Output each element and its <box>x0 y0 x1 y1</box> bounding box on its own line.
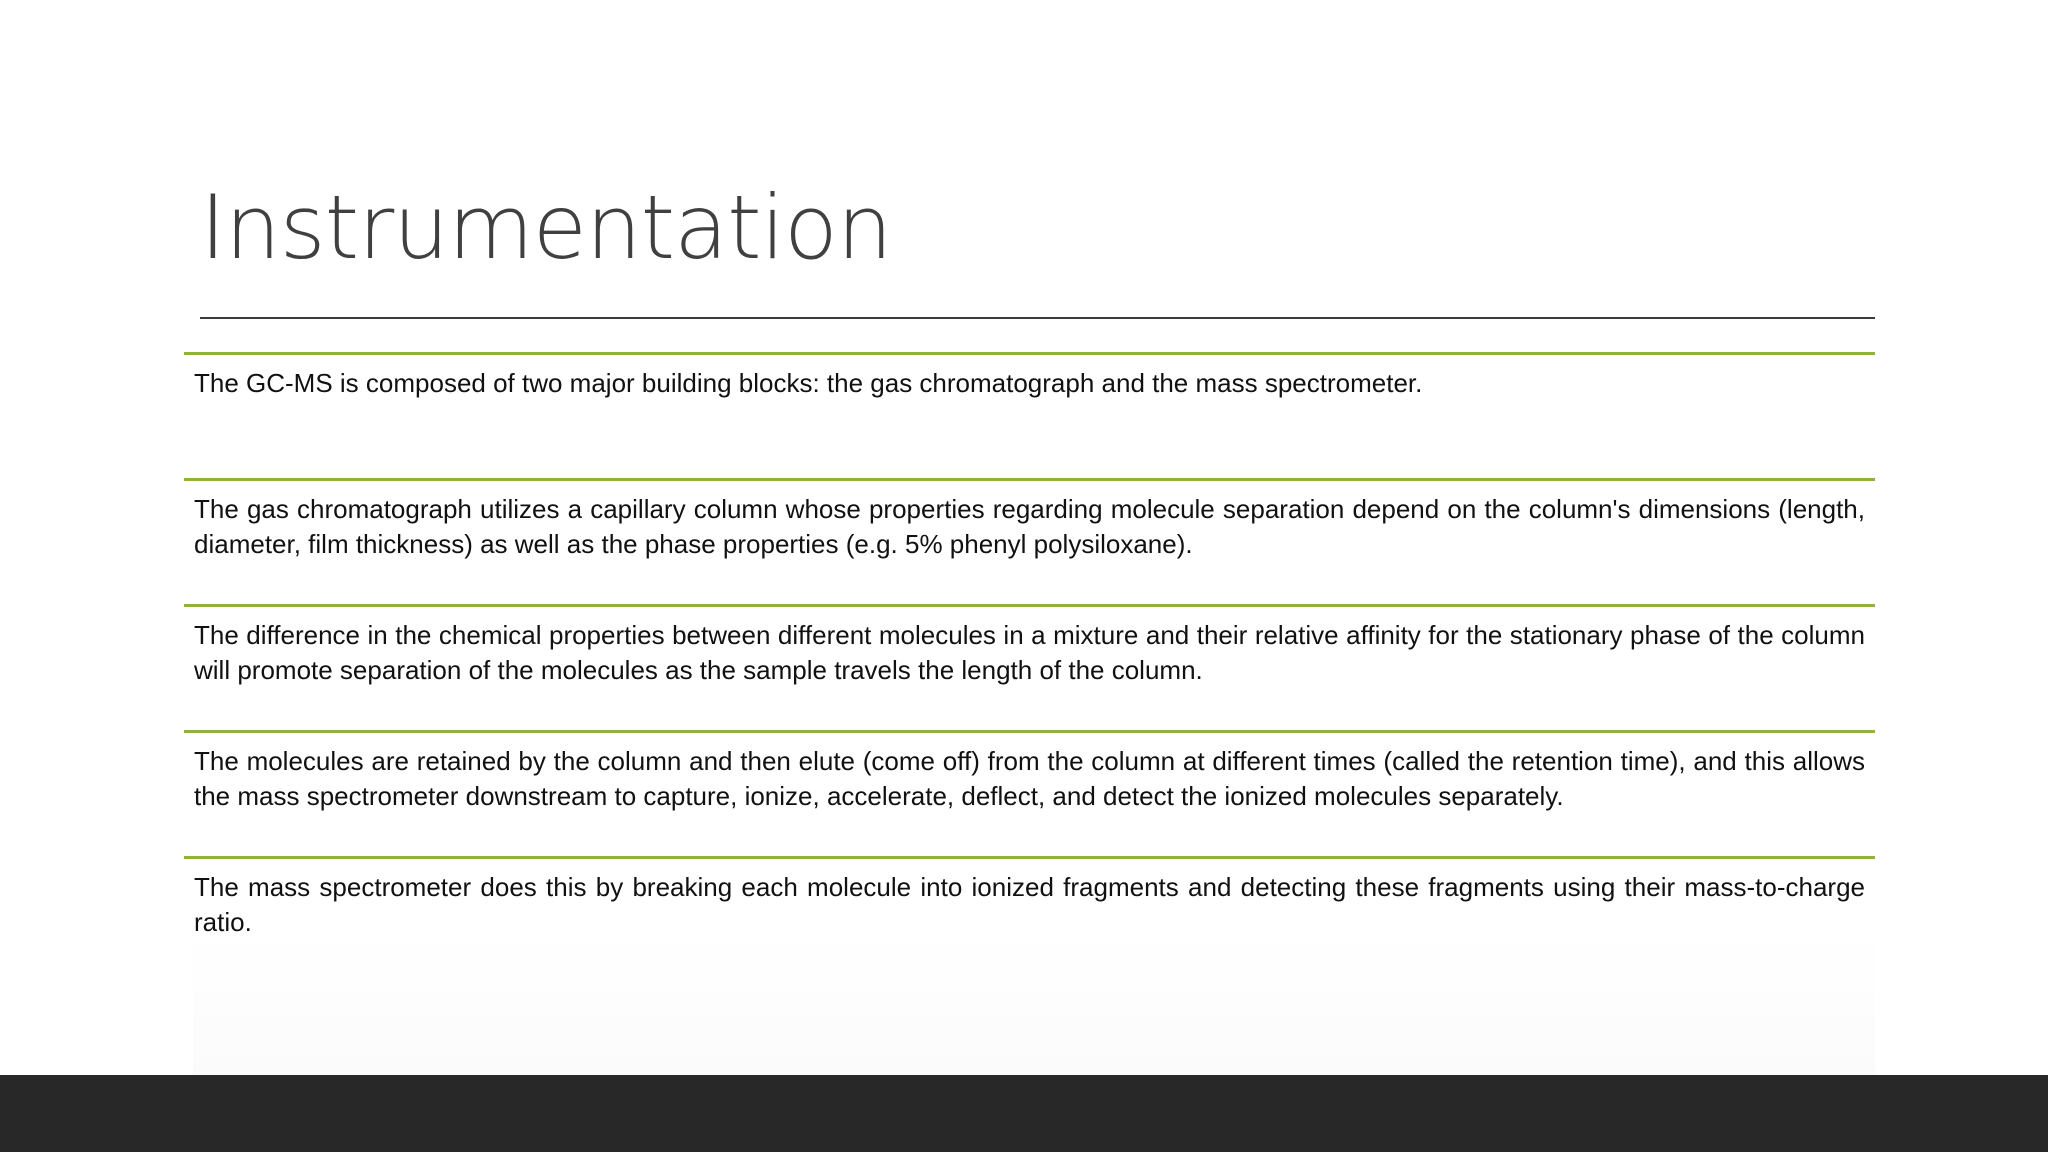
slide-title: Instrumentation <box>200 176 892 279</box>
list-item-text: The difference in the chemical properties between different molecules in a mixture and their relative affinity for the stationary phase of the column will promote separation of the molecules as the sample travels the length of the column. <box>194 620 1865 685</box>
list-item <box>184 856 1875 996</box>
title-divider <box>200 317 1875 319</box>
bullet-list <box>184 352 1875 996</box>
list-item-text: The GC-MS is composed of two major building blocks: the gas chromatograph and the mass spectrometer. <box>194 368 1423 398</box>
list-item-text: The molecules are retained by the column and then elute (come off) from the column at different times (called the retention time), and this allows the mass spectrometer downstream to capture, ionize, accelerate, deflect, and detect the ionized molecules separately. <box>194 746 1865 811</box>
list-item <box>184 352 1875 478</box>
list-item-text: The mass spectrometer does this by breaking each molecule into ionized fragments and detecting these fragments using their mass-to-charge ratio. <box>194 872 1865 937</box>
list-item <box>184 730 1875 856</box>
footer-bar <box>0 1075 2048 1152</box>
list-item <box>184 604 1875 730</box>
list-item-text: The gas chromatograph utilizes a capillary column whose properties regarding molecule separation depend on the column's dimensions (length, diameter, film thickness) as well as the phase properties (e.g. 5% phenyl polysiloxane). <box>194 494 1865 559</box>
list-item <box>184 478 1875 604</box>
